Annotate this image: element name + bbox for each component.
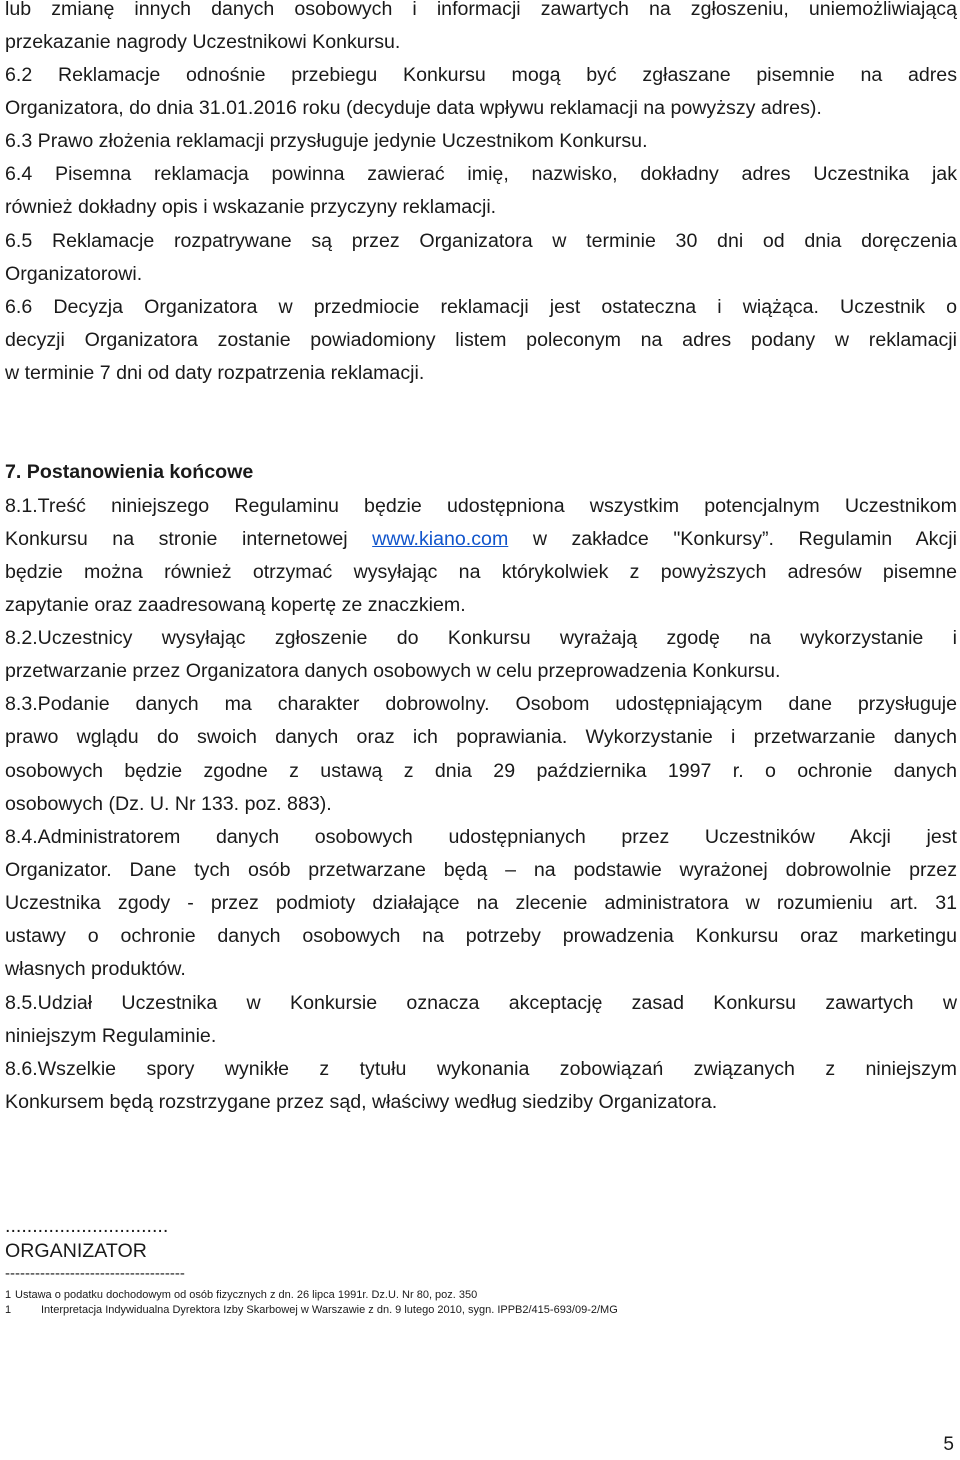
paragraph-8-5-line: niniejszym Regulaminie. [5,1025,217,1047]
paragraph-6-5-line: 6.5 Reklamacje rozpatrywane są przez Organizatora w terminie 30 dni od dnia doręczenia [5,230,957,252]
paragraph-6-5-line: Organizatorowi. [5,263,143,285]
paragraph-8-3-line: prawo wglądu do swoich danych oraz ich poprawiania. Wykorzystanie i przetwarzanie danych [5,726,957,748]
paragraph-8-4-line: Organizator. Dane tych osób przetwarzane będą – na podstawie wyrażonej dobrowolnie przez [5,859,957,881]
paragraph-6-6-line: 6.6 Decyzja Organizatora w przedmiocie reklamacji jest ostateczna i wiążąca. Uczestnik o [5,296,957,318]
paragraph-line: lub zmianę innych danych osobowych i informacji zawartych na zgłoszeniu, uniemożliwiającą [5,0,957,20]
section-heading: 7. Postanowienia końcowe [5,461,254,483]
text-segment: w zakładce "Konkursy”. Regulamin Akcji [532,528,957,550]
paragraph-6-6-line: w terminie 7 dni od daty rozpatrzenia reklamacji. [5,362,425,384]
footnote-text: Interpretacja Indywidualna Dyrektora Izby Skarbowej w Warszawie z dn. 9 lutego 2010, sygn. IPPB2/415-693/09-2/MG [41,1304,618,1316]
paragraph-8-1-line: zapytanie oraz zaadresowaną kopertę ze znaczkiem. [5,594,466,616]
paragraph-8-1-line: 8.1.Treść niniejszego Regulaminu będzie udostępniona wszystkim potencjalnym Uczestnikom [5,495,957,517]
paragraph-8-3-line: osobowych będzie zgodne z ustawą z dnia 29 października 1997 r. o ochronie danych [5,760,957,782]
paragraph-6-4-line: również dokładny opis i wskazanie przyczyny reklamacji. [5,196,497,218]
footnote-number: 1 [5,1304,12,1316]
paragraph-8-3-line: 8.3.Podanie danych ma charakter dobrowolny. Osobom udostępniającym dane przysługuje [5,693,957,715]
text-segment: Konkursu na stronie internetowej [5,528,348,550]
paragraph-6-2-line: Organizatora, do dnia 31.01.2016 roku (decyduje data wpływu reklamacji na powyższy adres). [5,97,822,119]
paragraph-8-4-line: własnych produktów. [5,958,186,980]
paragraph-8-3-line: osobowych (Dz. U. Nr 133. poz. 883). [5,793,332,815]
footnote [5,1303,618,1317]
signature-dots: .............................. [5,1215,169,1237]
paragraph-line: przekazanie nagrody Uczestnikowi Konkursu. [5,31,401,53]
signature-label: ORGANIZATOR [5,1240,147,1262]
footnote-text: Ustawa o podatku dochodowym od osób fizycznych z dn. 26 lipca 1991r. Dz.U. Nr 80, poz. 350 [15,1289,478,1301]
paragraph-8-1-line [5,523,957,556]
paragraph-8-6-line: 8.6.Wszelkie spory wynikłe z tytułu wykonania zobowiązań związanych z niniejszym [5,1058,957,1080]
paragraph-8-1-line: będzie można również otrzymać wysyłając na którykolwiek z powyższych adresów pisemne [5,561,957,583]
footnote-number: 1 [5,1289,12,1301]
footnote-separator: ------------------------------------ [5,1265,185,1282]
page-number: 5 [943,1434,954,1455]
paragraph-6-2-line: 6.2 Reklamacje odnośnie przebiegu Konkursu mogą być zgłaszane pisemnie na adres [5,64,957,86]
paragraph-6-3: 6.3 Prawo złożenia reklamacji przysługuje jedynie Uczestnikom Konkursu. [5,130,648,152]
paragraph-8-4-line: 8.4.Administratorem danych osobowych udostępnianych przez Uczestników Akcji jest [5,826,957,848]
paragraph-6-4-line: 6.4 Pisemna reklamacja powinna zawierać imię, nazwisko, dokładny adres Uczestnika jak [5,163,957,185]
paragraph-6-6-line: decyzji Organizatora zostanie powiadomiony listem poleconym na adres podany w reklamacji [5,329,957,351]
paragraph-8-2-line: 8.2.Uczestnicy wysyłając zgłoszenie do Konkursu wyrażają zgodę na wykorzystanie i [5,627,957,649]
website-link[interactable]: www.kiano.com [372,528,509,550]
paragraph-8-2-line: przetwarzanie przez Organizatora danych osobowych w celu przeprowadzenia Konkursu. [5,660,781,682]
footnote [5,1288,477,1302]
paragraph-8-4-line: ustawy o ochronie danych osobowych na potrzeby prowadzenia Konkursu oraz marketingu [5,925,957,947]
paragraph-8-5-line: 8.5.Udział Uczestnika w Konkursie oznacza akceptację zasad Konkursu zawartych w [5,992,957,1014]
paragraph-8-4-line: Uczestnika zgody - przez podmioty działające na zlecenie administratora w rozumieniu art. 31 [5,892,957,914]
paragraph-8-6-line: Konkursem będą rozstrzygane przez sąd, właściwy według siedziby Organizatora. [5,1091,718,1113]
